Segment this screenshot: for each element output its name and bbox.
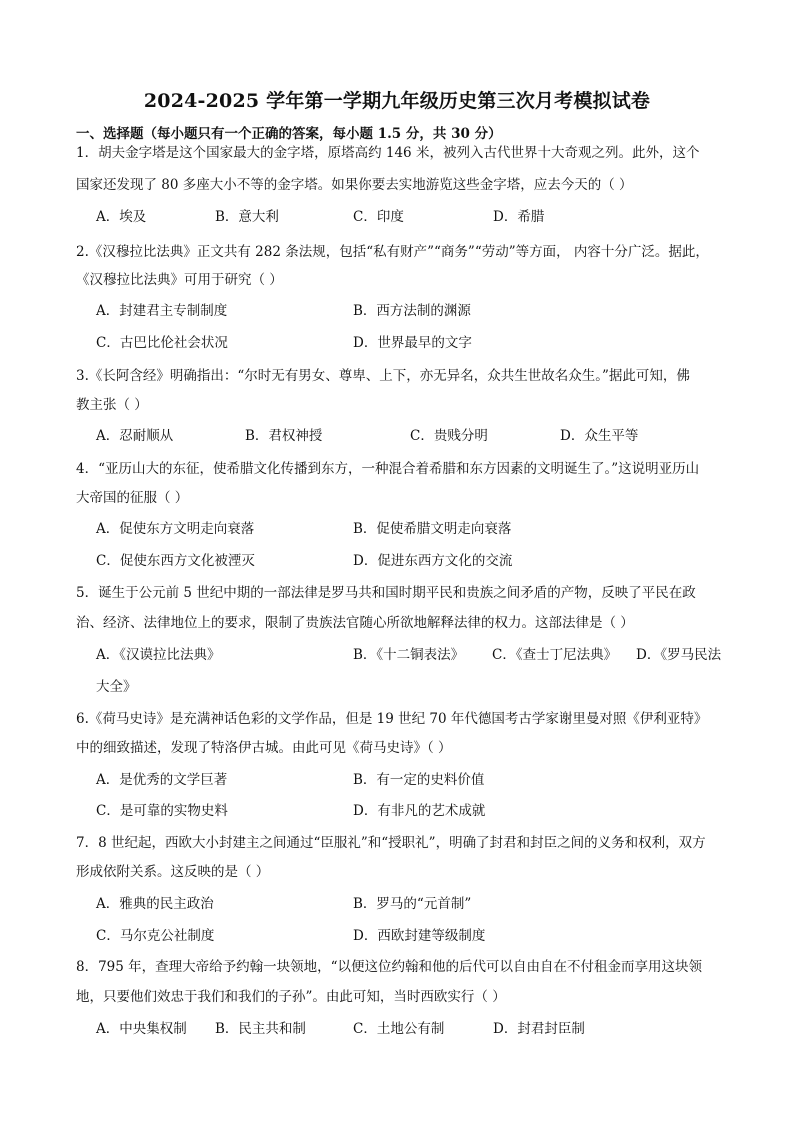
question-8-line-2: 地，只要他们效忠于我们和我们的子孙”。由此可知，当时西欧实行（ ）: [76, 989, 506, 1005]
question-6-line-1: 6.《荷马史诗》是充满神话色彩的文学作品，但是 19 世纪 70 年代德国考古学家谢里曼对照《伊利亚特》: [76, 711, 708, 727]
question-2-option-c: C．古巴比伦社会状况: [96, 335, 228, 351]
question-6-line-2: 中的细致描述，发现了特洛伊古城。由此可见《荷马史诗》（ ）: [76, 740, 452, 756]
question-2-line-2: 《汉穆拉比法典》可用于研究（ ）: [76, 272, 283, 288]
exam-title: 2024-2025 学年第一学期九年级历史第三次月考模拟试卷: [143, 90, 651, 112]
question-7-option-a: A．雅典的民主政治: [96, 896, 214, 912]
question-3-line-2: 教主张（ ）: [76, 397, 148, 413]
question-2-option-d: D．世界最早的文字: [353, 335, 472, 351]
question-8-option-a: A．中央集权制: [96, 1021, 187, 1037]
question-1-option-a: A．埃及: [96, 209, 147, 225]
question-8-line-1: 8．795 年，查理大帝给予约翰一块领地，“以便这位约翰和他的后代可以自由自在不付租金而享用这块领: [76, 959, 703, 975]
question-5-option-c: C．《查士丁尼法典》: [492, 647, 618, 663]
question-1-option-d: D．希腊: [493, 209, 545, 225]
question-8-option-b: B．民主共和制: [215, 1021, 306, 1037]
question-1-option-b: B．意大利: [215, 209, 279, 225]
question-4-option-b: B．促使希腊文明走向衰落: [353, 521, 512, 537]
question-1-option-c: C．印度: [353, 209, 404, 225]
question-3-option-b: B．君权神授: [245, 428, 323, 444]
question-4-option-a: A．促使东方文明走向衰落: [96, 521, 255, 537]
question-2-option-a: A．封建君主专制制度: [96, 303, 228, 319]
question-8-option-d: D．封君封臣制: [493, 1021, 585, 1037]
question-3-option-d: D．众生平等: [560, 428, 639, 444]
question-1-line-1: 1．胡夫金字塔是这个国家最大的金字塔，原塔高约 146 米，被列入古代世界十大奇观之列。此外，这个: [76, 145, 700, 161]
question-7-option-d: D．西欧封建等级制度: [353, 928, 486, 944]
question-1-line-2: 国家还发现了 80 多座大小不等的金字塔。如果你要去实地游览这些金字塔，应去今天的（ ）: [76, 177, 633, 193]
question-3-option-c: C．贵贱分明: [410, 428, 488, 444]
question-5-option-a: A．《汉谟拉比法典》: [96, 647, 221, 663]
question-2-line-1: 2.《汉穆拉比法典》正文共有 282 条法规，包括“私有财产”“商务”“劳动”等方面， 内容十分广泛。据此，: [76, 244, 709, 260]
question-6-option-a: A．是优秀的文学巨著: [96, 772, 228, 788]
question-5-line-2: 治、经济、法律地位上的要求，限制了贵族法官随心所欲地解释法律的权力。这部法律是（ ）: [76, 615, 634, 631]
question-5-option-b: B．《十二铜表法》: [353, 647, 465, 663]
question-6-option-c: C．是可靠的实物史料: [96, 803, 228, 819]
question-6-option-d: D．有非凡的艺术成就: [353, 803, 486, 819]
question-7-option-b: B．罗马的“元首制”: [353, 896, 472, 912]
question-5-option-d: D．《罗马民法: [636, 647, 722, 663]
question-4-line-2: 大帝国的征服（ ）: [76, 490, 189, 506]
question-4-line-1: 4．“亚历山大的东征，使希腊文化传播到东方，一种混合着希腊和东方因素的文明诞生了。”这说明亚历山: [76, 461, 700, 477]
question-7-line-1: 7．8 世纪起，西欧大小封建主之间通过“臣服礼”和“授职礼”，明确了封君和封臣之间的义务和权利，双方: [76, 835, 706, 851]
question-8-option-c: C．土地公有制: [353, 1021, 445, 1037]
question-5-line-1: 5．诞生于公元前 5 世纪中期的一部法律是罗马共和国时期平民和贵族之间矛盾的产物，反映了平民在政: [76, 585, 696, 601]
question-6-option-b: B．有一定的史料价值: [353, 772, 485, 788]
question-4-option-c: C．促使东西方文化被湮灭: [96, 553, 255, 569]
question-3-line-1: 3.《长阿含经》明确指出：“尔时无有男女、尊卑、上下，亦无异名，众共生世故名众生。”据此可知，佛: [76, 368, 690, 384]
section-heading: 一、选择题（每小题只有一个正确的答案，每小题 1.5 分，共 30 分）: [76, 126, 502, 142]
question-7-option-c: C．马尔克公社制度: [96, 928, 215, 944]
question-3-option-a: A．忍耐顺从: [96, 428, 174, 444]
question-5-option-d-continued: 大全》: [96, 679, 137, 695]
question-7-line-2: 形成依附关系。这反映的是（ ）: [76, 864, 270, 880]
question-2-option-b: B．西方法制的渊源: [353, 303, 471, 319]
question-4-option-d: D．促进东西方文化的交流: [353, 553, 513, 569]
